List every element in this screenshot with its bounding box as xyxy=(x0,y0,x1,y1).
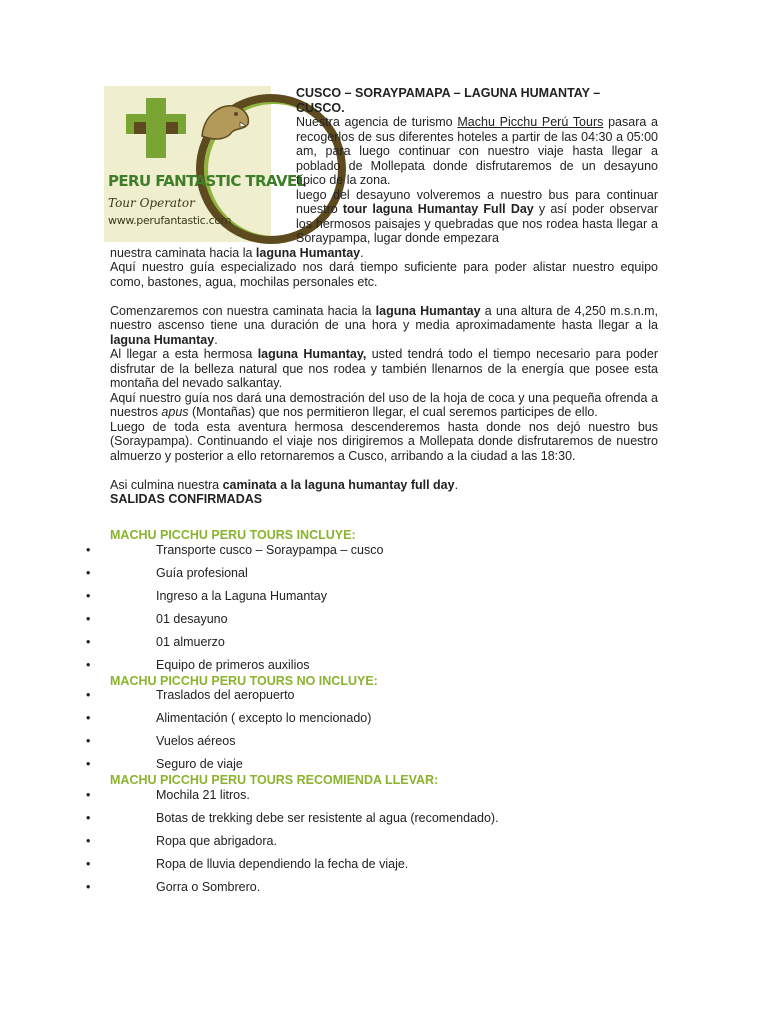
bullet-icon: • xyxy=(86,588,91,603)
list-item: • Mochila 21 litros. xyxy=(86,787,250,802)
bullet-icon: • xyxy=(86,879,91,894)
bullet-icon: • xyxy=(86,657,91,672)
list-item: • Ropa de lluvia dependiendo la fecha de viaje. xyxy=(86,856,409,871)
paragraph-return: Luego de toda esta aventura hermosa descenderemos hasta donde nos dejó nuestro bus (Soraypampa). Continuando el viaje nos dirigiremos a Mollepata donde disfrutaremos de nuestro almuerzo y posterior a ello retornaremos a Cusco, arribando a la ciudad a las 18:30. xyxy=(110,419,658,463)
list-item: • 01 almuerzo xyxy=(86,634,225,649)
paragraph-intro: Nuestra agencia de turismo Machu Picchu Perú Tours pasara a recogerlos de sus diferentes hoteles a partir de las 04:30 a 05:00 am, para luego continuar con nuestro viaje hasta llegar a poblado de Mollepata donde disfrutaremos de un desayuno típico de la zona. xyxy=(296,115,658,187)
paragraph-bus-cont: nuestra caminata hacia la laguna Humantay. xyxy=(110,245,364,260)
bullet-icon: • xyxy=(86,611,91,626)
bullet-icon: • xyxy=(86,833,91,848)
paragraph-ascent: Comenzaremos con nuestra caminata hacia la laguna Humantay a una altura de 4,250 m.s.n.m, nuestro ascenso tiene una duración de una hora y media aproximadamente hasta llegar a la laguna Humantay. xyxy=(110,303,658,347)
list-item: • Transporte cusco – Soraypampa – cusco xyxy=(86,542,384,557)
list-item: • Equipo de primeros auxilios xyxy=(86,657,310,672)
paragraph-guide: Aquí nuestro guía especializado nos dará tiempo suficiente para poder alistar nuestro equipo como, bastones, agua, mochilas personales etc. xyxy=(110,260,658,289)
recomienda-list xyxy=(0,788,658,896)
tour-title: CUSCO – SORAYPAMAPA – LAGUNA HUMANTAY – CUSCO. xyxy=(296,86,601,115)
bullet-icon: • xyxy=(86,787,91,802)
list-item: • Traslados del aeropuerto xyxy=(86,688,295,702)
bullet-icon: • xyxy=(86,757,91,771)
recomienda-heading: MACHU PICCHU PERU TOURS RECOMIENDA LLEVAR: xyxy=(110,773,439,787)
incluye-list xyxy=(0,543,658,674)
bullet-icon: • xyxy=(86,565,91,580)
list-item: • Botas de trekking debe ser resistente al agua (recomendado). xyxy=(86,810,499,825)
bullet-icon: • xyxy=(86,634,91,649)
bullet-icon: • xyxy=(86,734,91,748)
logo-brand: PERU FANTASTIC TRAVEL xyxy=(108,172,306,190)
paragraph-bus: luego del desayuno volveremos a nuestro bus para continuar nuestro tour laguna Humantay Full Day y así poder observar los hermosos paisajes y quebradas que nos rodea hasta llegar a Soraypampa, lugar donde empezara xyxy=(296,187,658,245)
logo-url: www.perufantastic.com xyxy=(108,214,232,227)
agency-link[interactable]: Machu Picchu Perú Tours xyxy=(457,115,604,129)
list-item: • Ingreso a la Laguna Humantay xyxy=(86,588,327,603)
paragraph-coca: Aquí nuestro guía nos dará una demostración del uso de la hoja de coca y una pequeña ofrenda a nuestros apus (Montañas) que nos permitieron llegar, el cual seremos participes de ello. xyxy=(110,390,658,419)
list-item: • Guía profesional xyxy=(86,565,248,580)
paragraph-arrival: Al llegar a esta hermosa laguna Humantay, usted tendrá todo el tiempo necesario para poder disfrutar de la belleza natural que nos rodea y también llenarnos de la energía que posee esta montaña del nevado salkantay. xyxy=(110,347,658,390)
incluye-heading: MACHU PICCHU PERU TOURS INCLUYE: xyxy=(110,528,356,542)
logo-tagline: Tour Operator xyxy=(108,196,195,210)
bullet-icon: • xyxy=(86,711,91,725)
list-item: • Ropa que abrigadora. xyxy=(86,833,277,848)
list-item: • Gorra o Sombrero. xyxy=(86,879,261,894)
list-item: • Alimentación ( excepto lo mencionado) xyxy=(86,711,372,725)
document-body xyxy=(86,86,658,896)
list-item: • Seguro de viaje xyxy=(86,757,243,771)
bullet-icon: • xyxy=(86,810,91,825)
salidas-heading: SALIDAS CONFIRMADAS xyxy=(110,492,263,506)
paragraph-closing: Asi culmina nuestra caminata a la laguna humantay full day. xyxy=(110,477,459,492)
bullet-icon: • xyxy=(86,542,91,557)
bullet-icon: • xyxy=(86,688,91,702)
bullet-icon: • xyxy=(86,856,91,871)
list-item: • 01 desayuno xyxy=(86,611,228,626)
no-incluye-heading: MACHU PICCHU PERU TOURS NO INCLUYE: xyxy=(110,673,378,688)
list-item: • Vuelos aéreos xyxy=(86,734,236,748)
no-incluye-list xyxy=(0,688,658,773)
